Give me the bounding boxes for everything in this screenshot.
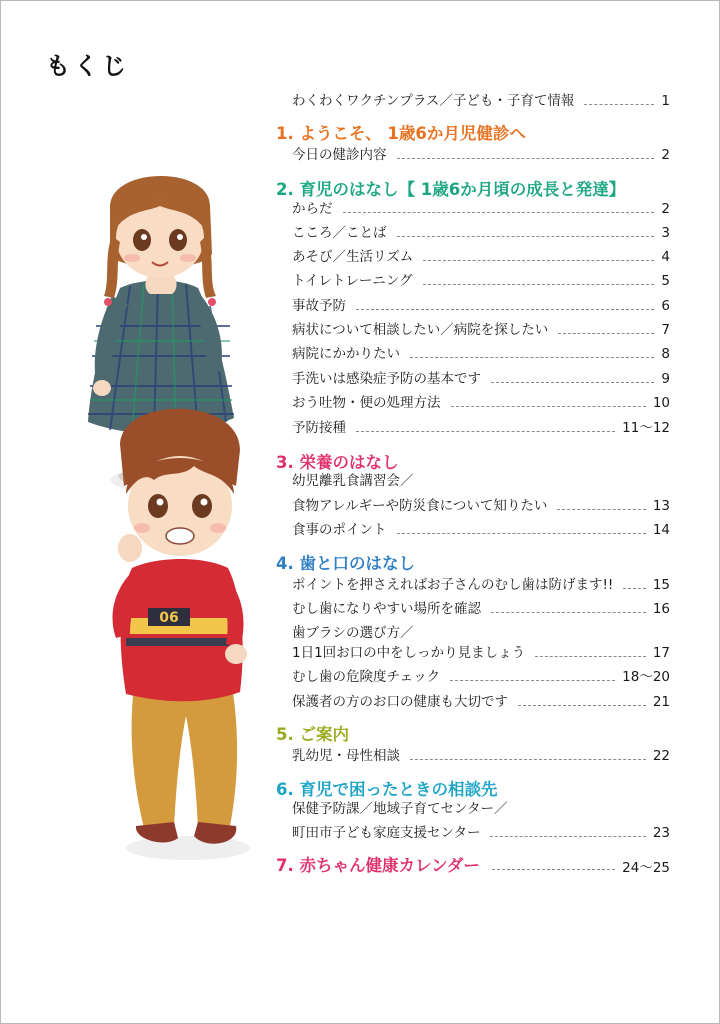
toc-item-page: 23 (652, 825, 670, 841)
toc-item-page: 15 (652, 577, 670, 593)
toc-item-title: 食物アレルギーや防災食について知りたい (292, 498, 548, 514)
toc-item-page: 21 (652, 694, 670, 710)
toc-item[interactable] (292, 642, 670, 662)
toc-item-title: ポイントを押さえればお子さんのむし歯は防げます!! (292, 577, 614, 593)
toc-item[interactable] (292, 691, 670, 711)
section-heading-2[interactable]: 2. 育児のはなし【 1歳6か月頃の成長と発達】 (276, 180, 626, 199)
toc-item-page: 7 (661, 322, 670, 338)
leader-dots (535, 656, 646, 657)
toc-item-title: むし歯になりやすい場所を確認 (292, 601, 481, 617)
toc-item-line[interactable]: 歯ブラシの選び方／ (292, 625, 414, 641)
toc-item[interactable] (292, 343, 670, 363)
toc-item-title: 食事のポイント (292, 522, 387, 538)
toc-item-page: 2 (661, 201, 670, 217)
leader-dots (356, 309, 654, 310)
toc-item[interactable] (292, 745, 670, 765)
leader-dots (490, 836, 645, 837)
section-heading-4[interactable]: 4. 歯と口のはなし (276, 554, 415, 573)
toc-item-title: 予防接種 (292, 420, 346, 436)
toc-item-title: 1日1回お口の中をしっかり見ましょう (292, 645, 526, 661)
toc-item[interactable] (292, 270, 670, 290)
toc-item-title: むし歯の危険度チェック (292, 669, 441, 685)
toc-item-title: 町田市子ども家庭支援センター (292, 825, 481, 841)
toc-item[interactable] (292, 822, 670, 842)
leader-dots (492, 869, 615, 870)
leader-dots (491, 612, 646, 613)
section-heading-7-label: 7. 赤ちゃん健康カレンダー (276, 856, 480, 875)
toc-item-page: 2 (661, 147, 670, 163)
leader-dots (397, 533, 646, 534)
toc-item-title: おう吐物・便の処理方法 (292, 395, 441, 411)
toc-item[interactable] (292, 222, 670, 242)
boy-figure (113, 409, 250, 860)
toc-item-page: 18～20 (622, 669, 670, 685)
toc-item-intro[interactable] (292, 90, 670, 110)
section-heading-1[interactable]: 1. ようこそ、 1歳6か月児健診へ (276, 124, 526, 143)
toc-item-page: 17 (652, 645, 670, 661)
toc-item[interactable] (292, 495, 670, 515)
leader-dots (356, 431, 615, 432)
leader-dots (397, 236, 655, 237)
leader-dots (423, 284, 655, 285)
toc-item[interactable] (292, 417, 670, 437)
page-title: もくじ (46, 52, 130, 80)
toc-item-page: 13 (652, 498, 670, 514)
leader-dots (558, 333, 654, 334)
toc-item[interactable] (292, 319, 670, 339)
leader-dots (410, 357, 654, 358)
toc-item-page: 3 (661, 225, 670, 241)
toc-item[interactable] (292, 368, 670, 388)
toc-item-title: 乳幼児・母性相談 (292, 748, 400, 764)
leader-dots (557, 509, 645, 510)
leader-dots (451, 406, 646, 407)
toc-item-title: トイレトレーニング (292, 273, 413, 289)
toc-item-title: 手洗いは感染症予防の基本です (292, 371, 481, 387)
toc-item[interactable] (292, 392, 670, 412)
leader-dots (410, 759, 646, 760)
toc-item-title: こころ／ことば (292, 225, 387, 241)
toc-item[interactable] (292, 666, 670, 686)
toc-item[interactable] (292, 574, 670, 594)
toc-item[interactable] (292, 598, 670, 618)
toc-item-page: 16 (652, 601, 670, 617)
toc-item[interactable] (292, 295, 670, 315)
toc-item-page: 14 (652, 522, 670, 538)
toc-item-line[interactable]: 保健予防課／地域子育てセンター／ (292, 801, 508, 817)
toc-item-title: 今日の健診内容 (292, 147, 387, 163)
toc-item-page: 8 (661, 346, 670, 362)
children-illustration (70, 176, 290, 876)
leader-dots (397, 158, 655, 159)
toc-item-page: 24～25 (622, 860, 670, 876)
toc-item-page: 22 (652, 748, 670, 764)
leader-dots (518, 705, 646, 706)
toc-item-title: わくわくワクチンプラス／子ども・子育て情報 (292, 93, 575, 109)
toc-item-title: あそび／生活リズム (292, 249, 414, 265)
toc-item-line[interactable]: 幼児離乳食講習会／ (292, 473, 414, 489)
toc-item-title: 病状について相談したい／病院を探したい (292, 322, 549, 338)
leader-dots (584, 104, 654, 105)
toc-item-page: 9 (661, 371, 670, 387)
toc-item-page: 10 (652, 395, 670, 411)
toc-item-page: 4 (661, 249, 670, 265)
toc-item-title: からだ (292, 201, 333, 217)
section-heading-7[interactable] (276, 852, 670, 876)
leader-dots (623, 588, 645, 589)
toc-item[interactable] (292, 198, 670, 218)
toc-item-page: 1 (661, 93, 670, 109)
toc-item-page: 11～12 (622, 420, 670, 436)
section-heading-3[interactable]: 3. 栄養のはなし (276, 453, 399, 472)
svg-text:06: 06 (159, 610, 179, 626)
toc-item-page: 6 (661, 298, 670, 314)
toc-item-page: 5 (661, 273, 670, 289)
toc-item[interactable] (292, 519, 670, 539)
section-heading-6[interactable]: 6. 育児で困ったときの相談先 (276, 780, 498, 799)
leader-dots (423, 260, 654, 261)
toc-item-title: 保護者の方のお口の健康も大切です (292, 694, 508, 710)
toc-item-title: 事故予防 (292, 298, 346, 314)
toc-item-title: 病院にかかりたい (292, 346, 400, 362)
leader-dots (491, 382, 654, 383)
leader-dots (343, 212, 655, 213)
toc-item[interactable] (292, 246, 670, 266)
section-heading-5[interactable]: 5. ご案内 (276, 725, 349, 744)
leader-dots (450, 680, 615, 681)
toc-item[interactable] (292, 144, 670, 164)
